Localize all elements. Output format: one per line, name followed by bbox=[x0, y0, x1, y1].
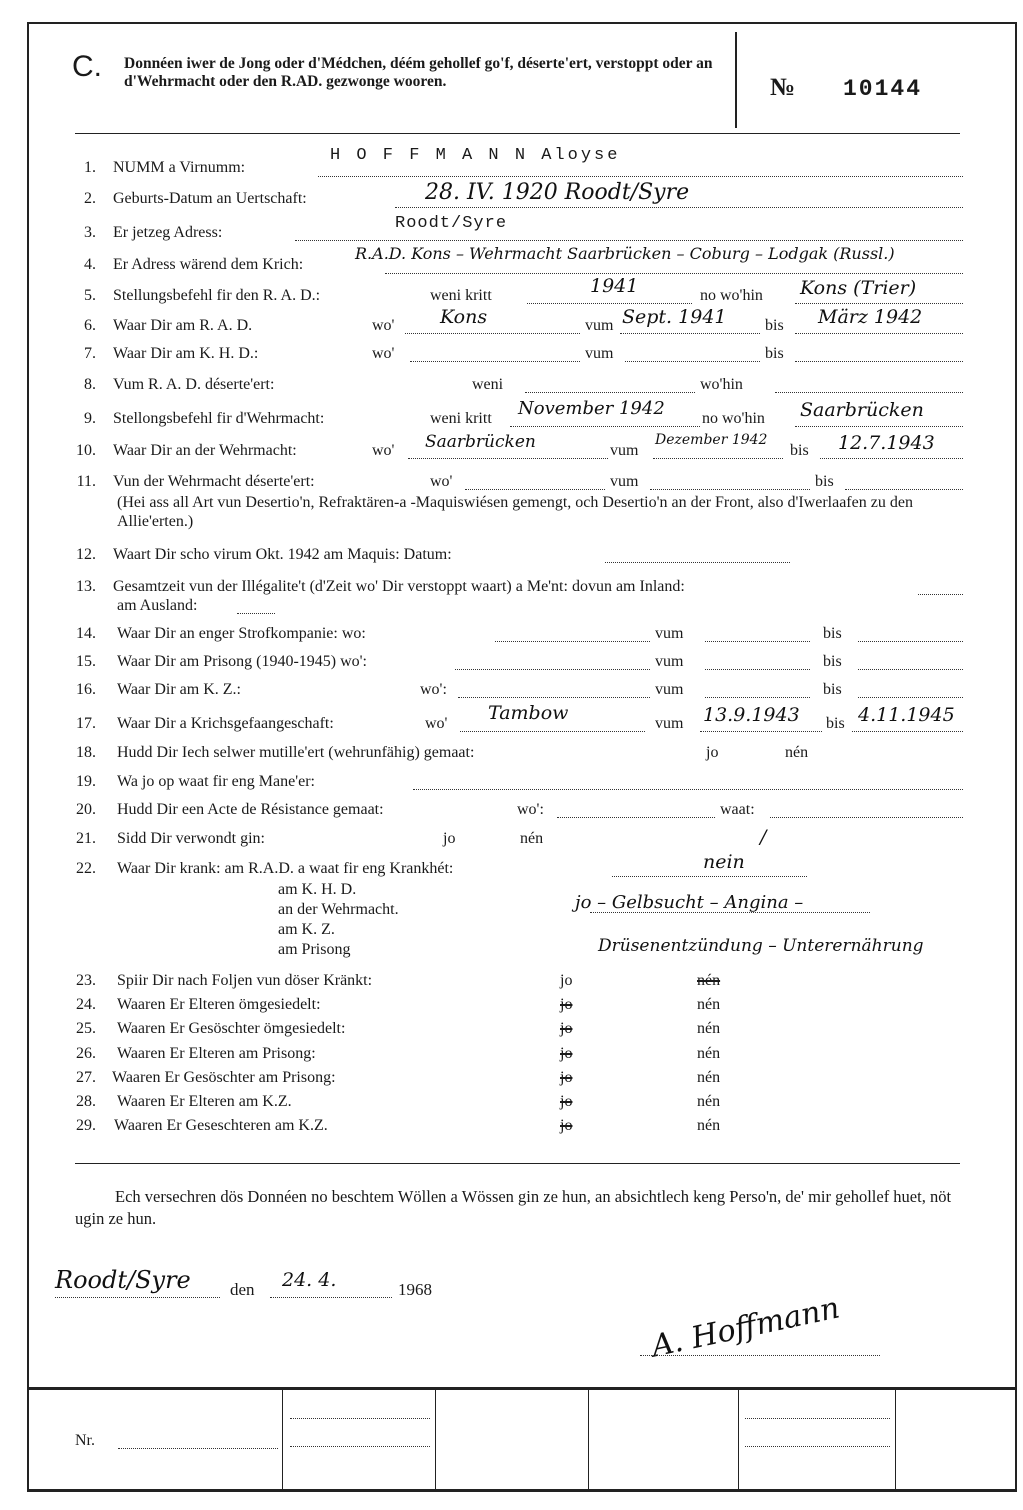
field-label: bis bbox=[790, 442, 809, 459]
row-label: Vun der Wehrmacht déserte'ert: bbox=[113, 473, 315, 490]
row-number: 5. bbox=[84, 287, 96, 304]
answer-line bbox=[625, 361, 760, 362]
answer-line bbox=[795, 303, 963, 304]
header-divider bbox=[735, 32, 737, 128]
field-label: vum bbox=[655, 653, 684, 670]
answer-line bbox=[405, 333, 580, 334]
answer-line bbox=[605, 562, 790, 563]
answer-wehr-to: 12.7.1943 bbox=[838, 432, 935, 454]
row-number: 1. bbox=[84, 159, 96, 176]
row-number: 19. bbox=[76, 773, 96, 790]
answer-rad-when: 1941 bbox=[590, 275, 639, 297]
field-label: weni kritt bbox=[430, 287, 492, 304]
field-label: vum bbox=[610, 473, 639, 490]
row-number: 7. bbox=[84, 345, 96, 362]
row-number: 4. bbox=[84, 256, 96, 273]
signature-line bbox=[640, 1355, 880, 1356]
answer-illness-rad: nein bbox=[703, 851, 745, 873]
option-nen: nén bbox=[697, 1117, 721, 1134]
answer-line bbox=[527, 303, 692, 304]
cell-divider bbox=[282, 1390, 283, 1490]
answer-rad-where: Kons (Trier) bbox=[800, 277, 917, 299]
row-label: Waar Dir an der Wehrmacht: bbox=[113, 442, 297, 459]
field-label: weni bbox=[472, 376, 504, 393]
answer-address: Roodt/Syre bbox=[395, 214, 508, 233]
row-number: 20. bbox=[76, 801, 96, 818]
row-label: Waar Dir am K. H. D.: bbox=[113, 345, 259, 362]
row-label: Waar Dir krank: am R.A.D. a waat fir eng Krankhét: bbox=[117, 860, 454, 877]
answer-line bbox=[612, 876, 807, 877]
answer-birth: 28. IV. 1920 Roodt/Syre bbox=[425, 180, 690, 205]
number-label: № bbox=[770, 74, 796, 101]
signature-place: Roodt/Syre bbox=[55, 1266, 191, 1294]
row-label: Waar Dir an enger Strofkompanie: wo: bbox=[117, 625, 366, 642]
option-jo: jo bbox=[706, 744, 719, 761]
nr-label: Nr. bbox=[75, 1432, 95, 1449]
answer-line bbox=[653, 458, 783, 459]
option-nen: nén bbox=[785, 744, 809, 761]
row-number: 27. bbox=[76, 1069, 96, 1086]
answer-name: H O F F M A N N Aloyse bbox=[330, 146, 621, 165]
field-label: bis bbox=[765, 317, 784, 334]
row-label: Waaren Er Elteren am Prisong: bbox=[117, 1045, 316, 1062]
answer-line bbox=[705, 669, 810, 670]
row-label: Stellungsbefehl fir den R. A. D.: bbox=[113, 287, 321, 304]
row-number: 25. bbox=[76, 1020, 96, 1037]
row-label: Waar Dir a Krichsgefaangeschaft: bbox=[117, 715, 334, 732]
row-label: Waart Dir scho virum Okt. 1942 am Maquis: Datum: bbox=[113, 546, 452, 563]
row-number: 14. bbox=[76, 625, 96, 642]
row-number: 6. bbox=[84, 317, 96, 334]
field-label: wo' bbox=[372, 317, 395, 334]
answer-line bbox=[845, 489, 963, 490]
row-label: Waaren Er Geseschteren am K.Z. bbox=[114, 1117, 328, 1134]
answer-pow-place: Tambow bbox=[488, 702, 569, 724]
answer-line bbox=[700, 731, 822, 732]
answer-line bbox=[395, 207, 963, 208]
answer-wehr-when: November 1942 bbox=[518, 398, 665, 419]
answer-line bbox=[465, 489, 605, 490]
field-label: weni kritt bbox=[430, 410, 492, 427]
answer-illness-wehr: jo – Gelbsucht – Angina – bbox=[575, 892, 804, 913]
option-nen: nén bbox=[520, 830, 544, 847]
row-number: 13. bbox=[76, 578, 96, 595]
box-line bbox=[290, 1446, 430, 1447]
field-label: bis bbox=[823, 653, 842, 670]
field-label: wo': bbox=[517, 801, 544, 818]
row-label: Sidd Dir verwondt gin: bbox=[117, 830, 265, 847]
row-label: Waaren Er Elteren ömgesiedelt: bbox=[117, 996, 321, 1013]
row-label: NUMM a Virnumm: bbox=[113, 159, 246, 176]
field-label: bis bbox=[815, 473, 834, 490]
row-number: 12. bbox=[76, 546, 96, 563]
tick-mark: / bbox=[760, 826, 767, 848]
answer-line bbox=[410, 361, 580, 362]
option-jo: jo bbox=[560, 1093, 573, 1110]
row-label: Stellongsbefehl fir d'Wehrmacht: bbox=[113, 410, 325, 427]
field-label: bis bbox=[765, 345, 784, 362]
field-label: vum bbox=[585, 345, 614, 362]
field-label: waat: bbox=[720, 801, 755, 818]
answer-line bbox=[858, 669, 963, 670]
field-label: bis bbox=[826, 715, 845, 732]
row-number: 21. bbox=[76, 830, 96, 847]
answer-illness-more: Drüsenentzündung – Unterernährung bbox=[598, 936, 924, 956]
answer-wehr-place: Saarbrücken bbox=[425, 432, 536, 452]
cell-divider bbox=[738, 1390, 739, 1490]
row-number: 2. bbox=[84, 190, 96, 207]
row-label: Er jetzeg Adress: bbox=[113, 224, 223, 241]
row-number: 28. bbox=[76, 1093, 96, 1110]
field-label: vum bbox=[655, 715, 684, 732]
option-nen: nén bbox=[697, 996, 721, 1013]
option-nen: nén bbox=[697, 1020, 721, 1037]
field-label: bis bbox=[823, 681, 842, 698]
answer-line bbox=[795, 426, 963, 427]
option-nen: nén bbox=[697, 1093, 721, 1110]
row-label: Spiir Dir nach Foljen vun döser Kränkt: bbox=[117, 972, 373, 989]
answer-line bbox=[858, 697, 963, 698]
answer-war-address: R.A.D. Kons – Wehrmacht Saarbrücken – Coburg – Lodgak (Russl.) bbox=[355, 244, 895, 263]
answer-line bbox=[620, 333, 760, 334]
form-number: 10144 bbox=[843, 76, 923, 102]
option-nen: nén bbox=[697, 972, 721, 989]
signature-year: 1968 bbox=[398, 1280, 432, 1299]
answer-line bbox=[318, 176, 963, 177]
option-jo: jo bbox=[560, 1045, 573, 1062]
cell-divider bbox=[895, 1390, 896, 1490]
answer-line bbox=[820, 458, 963, 459]
row-number: 10. bbox=[76, 442, 96, 459]
field-label: wo' bbox=[372, 345, 395, 362]
field-label: wo'hin bbox=[700, 376, 743, 393]
row-label: Hudd Dir Iech selwer mutille'ert (wehrunfähig) gemaat: bbox=[117, 744, 475, 761]
field-label: no wo'hin bbox=[702, 410, 765, 427]
answer-line bbox=[775, 392, 963, 393]
sub-kz: am K. Z. bbox=[278, 921, 335, 938]
answer-line bbox=[408, 458, 608, 459]
answer-line bbox=[705, 641, 810, 642]
field-label: wo' bbox=[425, 715, 448, 732]
option-nen: nén bbox=[697, 1069, 721, 1086]
header-rule bbox=[75, 133, 960, 134]
answer-line bbox=[795, 333, 963, 334]
answer-line bbox=[458, 697, 650, 698]
answer-line bbox=[55, 1297, 220, 1298]
answer-rad-from: Sept. 1941 bbox=[622, 306, 727, 328]
den-label: den bbox=[230, 1280, 255, 1299]
field-label: vum bbox=[585, 317, 614, 334]
answer-line bbox=[270, 1297, 392, 1298]
nr-line bbox=[118, 1448, 278, 1449]
row-number: 3. bbox=[84, 224, 96, 241]
answer-line bbox=[795, 361, 963, 362]
office-use-box bbox=[27, 1387, 1017, 1492]
signature-date: 24. 4. bbox=[282, 1269, 337, 1291]
box-line bbox=[745, 1418, 890, 1419]
desertion-note: (Hei ass all Art vun Desertio'n, Refraktären-a -Maquiswiésen gemengt, och Desertio'n an der Front, also d'Iwerlaafen zu den Allie'erten.) bbox=[117, 494, 913, 530]
answer-line bbox=[705, 697, 810, 698]
option-jo: jo bbox=[560, 996, 573, 1013]
row-label: Waaren Er Elteren am K.Z. bbox=[117, 1093, 292, 1110]
row-number: 15. bbox=[76, 653, 96, 670]
row-label: Waar Dir am Prisong (1940-1945) wo': bbox=[117, 653, 367, 670]
answer-line bbox=[413, 789, 963, 790]
illness-sublist bbox=[278, 880, 399, 960]
declaration-text: Ech versechren dös Donnéen no beschtem Wöllen a Wössen gin ze hun, an absichtlech keng Perso'n, de' mir gehollef huet, nöt ugin ze hun. bbox=[75, 1187, 952, 1228]
field-label: wo' bbox=[372, 442, 395, 459]
cell-divider bbox=[435, 1390, 436, 1490]
answer-wehr-where: Saarbrücken bbox=[800, 399, 924, 421]
row-number: 23. bbox=[76, 972, 96, 989]
row-number: 16. bbox=[76, 681, 96, 698]
option-jo: jo bbox=[560, 972, 573, 989]
field-label: bis bbox=[823, 625, 842, 642]
answer-line bbox=[495, 641, 650, 642]
row-label: Vum R. A. D. déserte'ert: bbox=[113, 376, 275, 393]
answer-line bbox=[455, 669, 650, 670]
field-label: wo' bbox=[430, 473, 453, 490]
signature: A. Hoffmann bbox=[648, 1290, 843, 1365]
row-label-abroad: am Ausland: bbox=[117, 597, 198, 614]
sub-wehrmacht: an der Wehrmacht. bbox=[278, 901, 399, 918]
row-number: 24. bbox=[76, 996, 96, 1013]
answer-line bbox=[525, 392, 695, 393]
box-line bbox=[290, 1418, 430, 1419]
option-nen: nén bbox=[697, 1045, 721, 1062]
row-label: Er Adress wärend dem Krich: bbox=[113, 256, 304, 273]
answer-line bbox=[852, 731, 963, 732]
answer-line bbox=[770, 817, 963, 818]
answer-line bbox=[510, 426, 700, 427]
field-label: no wo'hin bbox=[700, 287, 763, 304]
answer-line bbox=[650, 489, 810, 490]
answer-line bbox=[237, 613, 275, 614]
answer-line bbox=[858, 641, 963, 642]
row-number: 8. bbox=[84, 376, 96, 393]
row-number: 22. bbox=[76, 860, 96, 877]
answer-pow-from: 13.9.1943 bbox=[703, 704, 800, 726]
answer-line bbox=[557, 817, 715, 818]
section-letter: C. bbox=[72, 50, 102, 83]
field-label: vum bbox=[610, 442, 639, 459]
row-label: Hudd Dir een Acte de Résistance gemaat: bbox=[117, 801, 384, 818]
row-number: 11. bbox=[76, 473, 96, 490]
cell-divider bbox=[588, 1390, 589, 1490]
answer-wehr-from: Dezember 1942 bbox=[655, 432, 768, 448]
row-label: Gesamtzeit vun der Illégalite't (d'Zeit wo' Dir verstoppt waart) a Me'nt: dovun am Inland: bbox=[113, 578, 685, 595]
row-number: 17. bbox=[76, 715, 96, 732]
row-label: Waar Dir am K. Z.: bbox=[117, 681, 241, 698]
answer-line bbox=[460, 731, 645, 732]
field-label: wo': bbox=[420, 681, 447, 698]
row-label: Waaren Er Gesöschter am Prisong: bbox=[112, 1069, 336, 1086]
answer-line bbox=[295, 240, 963, 241]
box-line bbox=[745, 1446, 890, 1447]
answer-pow-to: 4.11.1945 bbox=[858, 704, 955, 726]
sub-khd: am K. H. D. bbox=[278, 881, 357, 898]
row-label: Wa jo op waat fir eng Mane'er: bbox=[117, 773, 315, 790]
field-label: vum bbox=[655, 681, 684, 698]
option-jo: jo bbox=[560, 1117, 573, 1134]
section-rule bbox=[75, 1163, 960, 1164]
row-number: 26. bbox=[76, 1045, 96, 1062]
option-jo: jo bbox=[560, 1020, 573, 1037]
row-label: Waaren Er Gesöschter ömgesiedelt: bbox=[117, 1020, 346, 1037]
row-number: 9. bbox=[84, 410, 96, 427]
answer-rad-place: Kons bbox=[440, 306, 488, 328]
sub-prisong: am Prisong bbox=[278, 941, 351, 958]
row-number: 18. bbox=[76, 744, 96, 761]
field-label: vum bbox=[655, 625, 684, 642]
row-label: Waar Dir am R. A. D. bbox=[113, 317, 253, 334]
row-label: Geburts-Datum an Uertschaft: bbox=[113, 190, 307, 207]
row-number: 29. bbox=[76, 1117, 96, 1134]
section-title: Donnéen iwer de Jong oder d'Médchen, déém gehollef go'f, déserte'ert, verstoppt oder an d'Wehrmacht oder den R.AD. gezwonge wooren. bbox=[124, 55, 713, 90]
answer-line bbox=[918, 594, 963, 595]
answer-line bbox=[385, 273, 963, 274]
option-jo: jo bbox=[560, 1069, 573, 1086]
answer-rad-to: März 1942 bbox=[818, 306, 923, 328]
option-jo: jo bbox=[443, 830, 456, 847]
